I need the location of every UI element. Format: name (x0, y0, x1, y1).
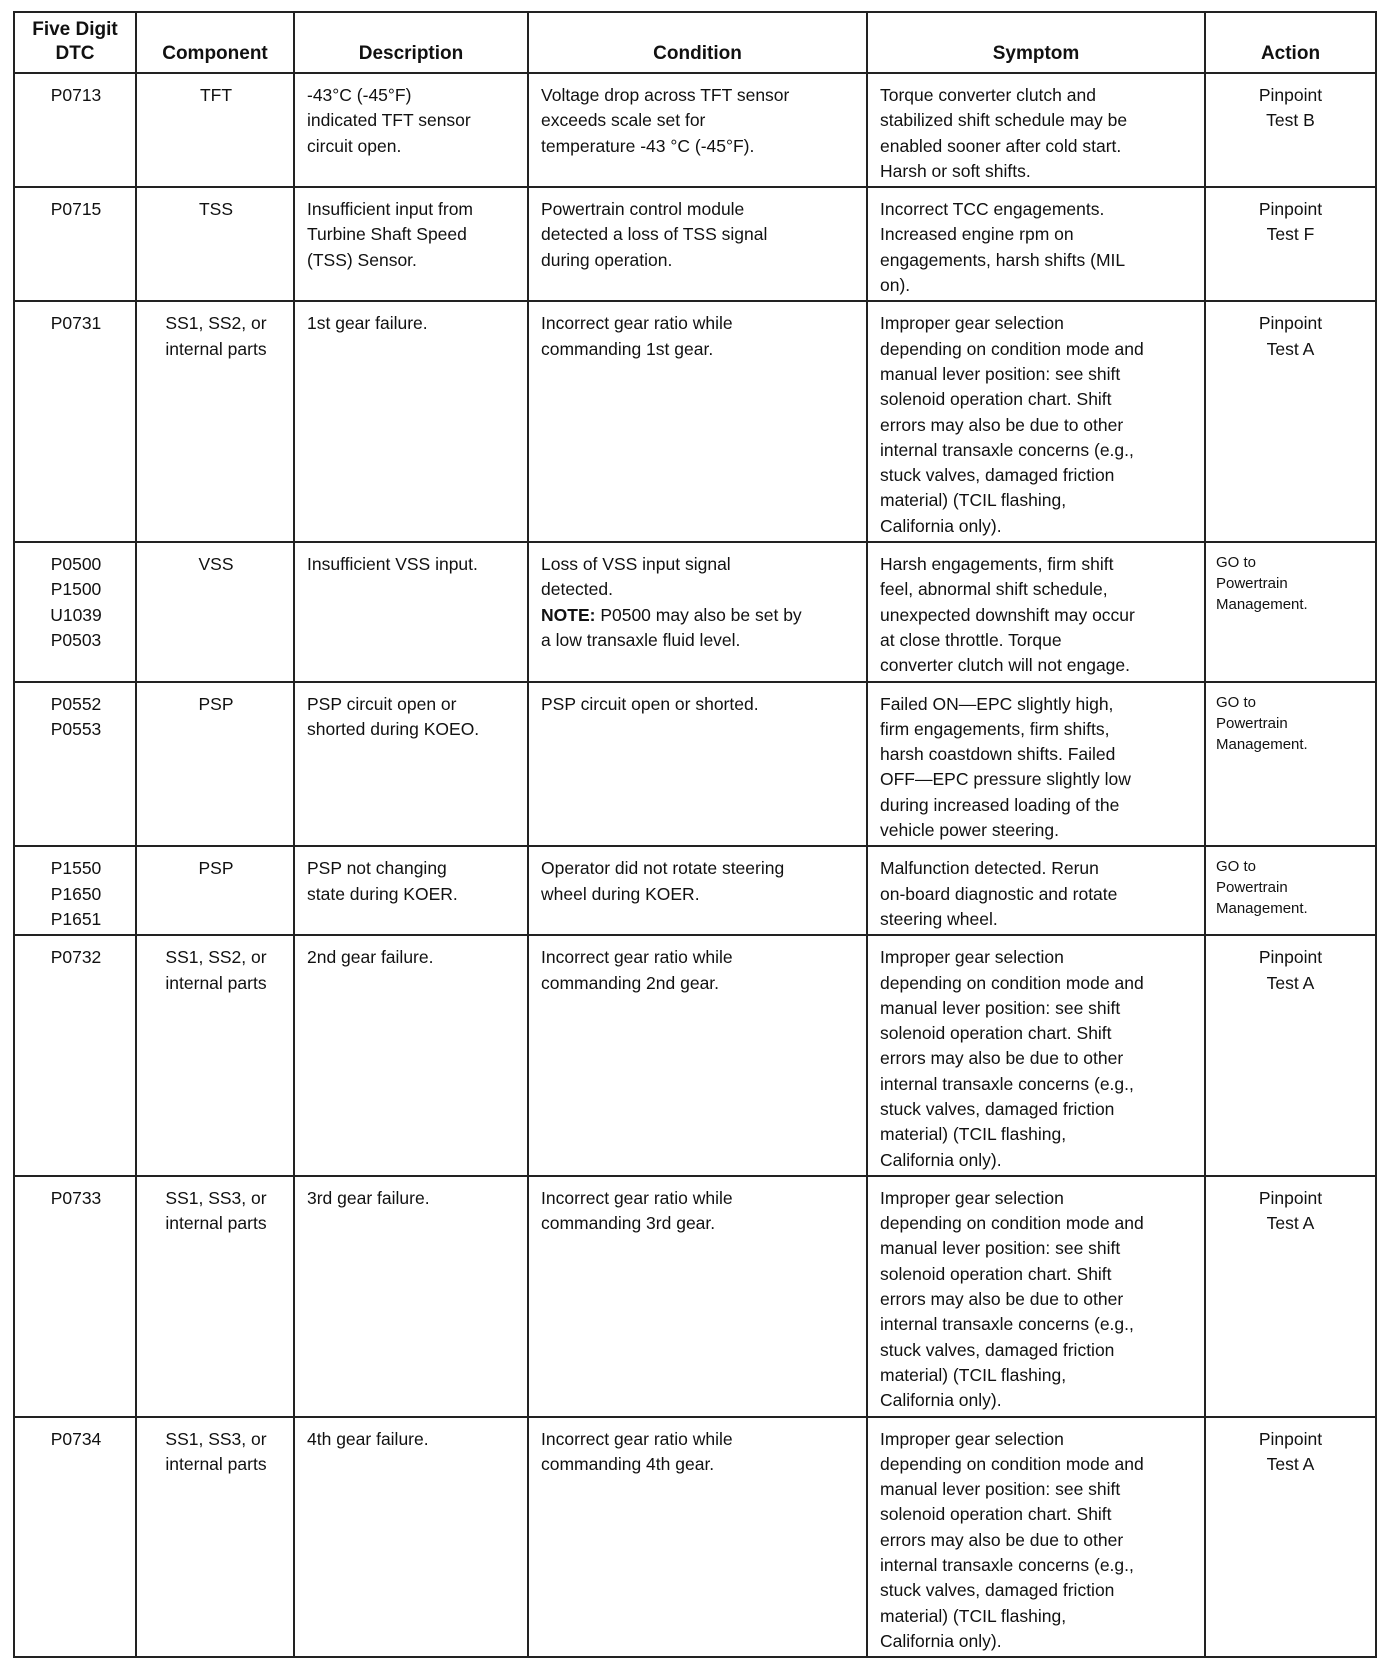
component-cell-line: internal parts (165, 338, 267, 359)
symptom-cell-line: manual lever position: see shift (880, 363, 1121, 384)
symptom-cell-line: material) (TCIL flashing, (880, 1124, 1067, 1145)
action-cell-line: Powertrain (1216, 879, 1288, 897)
symptom-cell (867, 187, 1205, 301)
symptom-cell-line: manual lever position: see shift (880, 997, 1121, 1018)
description-cell-line: (TSS) Sensor. (307, 249, 417, 270)
header-description: Description (294, 12, 528, 73)
component-cell (136, 1417, 294, 1658)
description-cell-line: Insufficient input from (307, 199, 474, 220)
symptom-cell-line: depending on condition mode and (880, 338, 1144, 359)
description-cell (294, 187, 528, 301)
dtc-cell-line: P0715 (50, 199, 102, 220)
component-cell (136, 935, 294, 1176)
dtc-cell-line: P0713 (50, 85, 102, 105)
header-dtc (14, 12, 136, 73)
description-cell (294, 682, 528, 847)
condition-cell-line: Operator did not rotate steering (541, 858, 785, 879)
action-cell (1205, 935, 1376, 1176)
table-row (14, 542, 1376, 681)
symptom-cell-line: internal transaxle concerns (e.g., (880, 439, 1134, 460)
action-cell-line: Pinpoint (1258, 313, 1323, 334)
action-cell-line: Test A (1266, 972, 1315, 993)
symptom-cell-line: errors may also be due to other (880, 1048, 1124, 1069)
dtc-cell (14, 846, 136, 935)
component-cell-line: internal parts (165, 972, 267, 993)
condition-cell-line: commanding 4th gear. (541, 1453, 715, 1474)
symptom-cell-line: Increased engine rpm on (880, 224, 1074, 245)
table-row (14, 682, 1376, 847)
condition-cell-line: commanding 3rd gear. (541, 1213, 716, 1234)
action-cell-line: Powertrain (1216, 714, 1288, 732)
symptom-cell-line: Torque converter clutch and (880, 85, 1096, 105)
action-cell-line: Management. (1216, 900, 1308, 918)
description-cell-line: shorted during KOEO. (307, 718, 480, 739)
symptom-cell-line: unexpected downshift may occur (880, 604, 1135, 625)
symptom-cell-line: Malfunction detected. Rerun (880, 858, 1099, 879)
action-cell-line: Test A (1266, 338, 1315, 359)
header-dtc-line1: Five Digit (32, 19, 118, 40)
action-cell-line: Pinpoint (1258, 85, 1323, 105)
dtc-cell (14, 682, 136, 847)
dtc-cell (14, 935, 136, 1176)
condition-cell (528, 1417, 867, 1658)
description-cell (294, 935, 528, 1176)
symptom-cell-line: solenoid operation chart. Shift (880, 1504, 1112, 1525)
dtc-cell-line: P0733 (50, 1187, 102, 1208)
table-row (14, 846, 1376, 935)
component-cell-line: PSP (198, 693, 234, 714)
condition-note-line: a low transaxle fluid level. (541, 629, 741, 650)
symptom-cell-line: stuck valves, damaged friction (880, 1098, 1115, 1119)
description-cell (294, 846, 528, 935)
description-cell-line: -43°C (-45°F) (307, 85, 412, 105)
note-label: NOTE: (541, 604, 596, 625)
component-cell-line: SS1, SS3, or (165, 1187, 267, 1208)
component-cell (136, 542, 294, 681)
component-cell-line: VSS (198, 554, 234, 575)
symptom-cell-line: vehicle power steering. (880, 820, 1059, 841)
action-cell (1205, 301, 1376, 542)
action-cell (1205, 846, 1376, 935)
description-cell (294, 301, 528, 542)
condition-cell-line: commanding 2nd gear. (541, 972, 720, 993)
action-cell-line: GO to (1216, 858, 1257, 876)
symptom-cell-line: internal transaxle concerns (e.g., (880, 1314, 1134, 1335)
table-row (14, 1176, 1376, 1417)
symptom-cell-line: solenoid operation chart. Shift (880, 1263, 1112, 1284)
action-cell-line: Pinpoint (1258, 199, 1323, 220)
symptom-cell-line: manual lever position: see shift (880, 1238, 1121, 1259)
description-cell-line: Turbine Shaft Speed (307, 224, 467, 245)
dtc-cell (14, 1417, 136, 1658)
description-cell-line: 3rd gear failure. (307, 1187, 430, 1208)
symptom-cell-line: Improper gear selection (880, 1428, 1064, 1449)
symptom-cell-line: Improper gear selection (880, 947, 1064, 968)
symptom-cell-line: stuck valves, damaged friction (880, 465, 1115, 486)
symptom-cell-line: depending on condition mode and (880, 1213, 1144, 1234)
symptom-cell (867, 846, 1205, 935)
description-cell-line: circuit open. (307, 135, 402, 156)
dtc-cell-line: P0731 (50, 313, 102, 334)
symptom-cell-line: on). (880, 275, 911, 296)
action-cell (1205, 682, 1376, 847)
description-cell-line: 2nd gear failure. (307, 947, 434, 968)
component-cell-line: internal parts (165, 1453, 267, 1474)
component-cell-line: SS1, SS2, or (165, 313, 267, 334)
dtc-cell (14, 301, 136, 542)
symptom-cell-line: converter clutch will not engage. (880, 655, 1130, 676)
condition-cell-line: Powertrain control module (541, 199, 745, 220)
symptom-cell-line: errors may also be due to other (880, 414, 1124, 435)
symptom-cell-line: Harsh or soft shifts. (880, 160, 1031, 181)
symptom-cell (867, 1176, 1205, 1417)
symptom-cell-line: errors may also be due to other (880, 1289, 1124, 1310)
symptom-cell-line: Improper gear selection (880, 1187, 1064, 1208)
dtc-cell-line: P0732 (50, 947, 102, 968)
symptom-cell-line: California only). (880, 1149, 1002, 1170)
component-cell (136, 846, 294, 935)
symptom-cell-line: California only). (880, 1630, 1002, 1651)
action-cell-line: GO to (1216, 554, 1257, 572)
table-row (14, 935, 1376, 1176)
dtc-cell-line: P0503 (50, 629, 102, 650)
condition-cell-line: wheel during KOER. (541, 883, 700, 904)
component-cell-line: internal parts (165, 1213, 267, 1234)
condition-note (541, 603, 856, 628)
dtc-cell (14, 1176, 136, 1417)
dtc-cell-line: P1650 (50, 883, 102, 904)
action-cell-line: GO to (1216, 693, 1257, 711)
condition-cell (528, 1176, 867, 1417)
condition-cell-line: Incorrect gear ratio while (541, 1187, 733, 1208)
condition-cell (528, 542, 867, 681)
symptom-cell-line: manual lever position: see shift (880, 1479, 1121, 1500)
condition-cell-line: commanding 1st gear. (541, 338, 714, 359)
symptom-cell-line: at close throttle. Torque (880, 629, 1062, 650)
dtc-cell-line: P0553 (50, 718, 102, 739)
description-cell (294, 542, 528, 681)
symptom-cell-line: steering wheel. (880, 908, 998, 929)
header-condition: Condition (528, 12, 867, 73)
dtc-cell-line: P1500 (50, 579, 102, 600)
action-cell-line: Pinpoint (1258, 1187, 1323, 1208)
description-cell-line: PSP circuit open or (307, 693, 457, 714)
component-cell (136, 301, 294, 542)
header-component: Component (136, 12, 294, 73)
condition-cell-line: Incorrect gear ratio while (541, 313, 733, 334)
symptom-cell (867, 73, 1205, 187)
description-cell (294, 73, 528, 187)
symptom-cell-line: firm engagements, firm shifts, (880, 718, 1110, 739)
action-cell-line: Test B (1266, 110, 1315, 131)
condition-cell-line: detected a loss of TSS signal (541, 224, 768, 245)
symptom-cell-line: depending on condition mode and (880, 972, 1144, 993)
component-cell-line: SS1, SS3, or (165, 1428, 267, 1449)
component-cell-line: PSP (198, 858, 234, 879)
condition-cell-line: Voltage drop across TFT sensor (541, 85, 790, 105)
action-cell-line: Pinpoint (1258, 1428, 1323, 1449)
action-cell-line: Test A (1266, 1213, 1315, 1234)
action-cell (1205, 73, 1376, 187)
dtc-cell-line: P0500 (50, 554, 102, 575)
symptom-cell-line: Harsh engagements, firm shift (880, 554, 1114, 575)
condition-cell (528, 846, 867, 935)
description-cell-line: 4th gear failure. (307, 1428, 429, 1449)
description-cell-line: Insufficient VSS input. (307, 554, 478, 575)
symptom-cell-line: stuck valves, damaged friction (880, 1580, 1115, 1601)
description-cell-line: 1st gear failure. (307, 313, 428, 334)
action-cell-line: Powertrain (1216, 575, 1288, 593)
dtc-cell-line: P0552 (50, 693, 102, 714)
symptom-cell-line: Improper gear selection (880, 313, 1064, 334)
action-cell-line: Management. (1216, 735, 1308, 753)
condition-cell (528, 187, 867, 301)
action-cell (1205, 1176, 1376, 1417)
condition-cell (528, 73, 867, 187)
symptom-cell-line: during increased loading of the (880, 794, 1120, 815)
table-row (14, 301, 1376, 542)
symptom-cell-line: stabilized shift schedule may be (880, 110, 1128, 131)
condition-cell-line: during operation. (541, 249, 673, 270)
component-cell (136, 1176, 294, 1417)
description-cell (294, 1417, 528, 1658)
dtc-table (13, 11, 1377, 1658)
action-cell (1205, 1417, 1376, 1658)
header-row (14, 12, 1376, 73)
symptom-cell-line: feel, abnormal shift schedule, (880, 579, 1108, 600)
symptom-cell-line: solenoid operation chart. Shift (880, 389, 1112, 410)
condition-cell (528, 935, 867, 1176)
action-cell-line: Test A (1266, 1453, 1315, 1474)
table-row (14, 1417, 1376, 1658)
description-cell-line: PSP not changing (307, 858, 447, 879)
dtc-cell-line: U1039 (50, 604, 102, 625)
component-cell (136, 73, 294, 187)
condition-cell (528, 682, 867, 847)
header-dtc-line2: DTC (55, 43, 95, 64)
symptom-cell-line: stuck valves, damaged friction (880, 1339, 1115, 1360)
description-cell-line: state during KOER. (307, 883, 458, 904)
dtc-cell (14, 542, 136, 681)
description-cell-line: indicated TFT sensor (307, 110, 471, 131)
symptom-cell-line: California only). (880, 1390, 1002, 1411)
symptom-cell-line: material) (TCIL flashing, (880, 1364, 1067, 1385)
table-row (14, 187, 1376, 301)
condition-cell-line: detected. (541, 579, 613, 600)
symptom-cell (867, 301, 1205, 542)
symptom-cell-line: solenoid operation chart. Shift (880, 1023, 1112, 1044)
table-row (14, 73, 1376, 187)
header-symptom: Symptom (867, 12, 1205, 73)
dtc-cell (14, 73, 136, 187)
symptom-cell-line: Incorrect TCC engagements. (880, 199, 1105, 220)
condition-cell (528, 301, 867, 542)
component-cell (136, 682, 294, 847)
symptom-cell (867, 935, 1205, 1176)
component-cell-line: TSS (198, 199, 234, 220)
symptom-cell-line: on-board diagnostic and rotate (880, 883, 1118, 904)
condition-cell-line: temperature -43 °C (-45°F). (541, 135, 755, 156)
action-cell (1205, 187, 1376, 301)
symptom-cell (867, 1417, 1205, 1658)
condition-cell-line: Incorrect gear ratio while (541, 947, 733, 968)
note-text: P0500 may also be set by (595, 604, 802, 625)
action-cell-line: Test F (1266, 224, 1315, 245)
action-cell (1205, 542, 1376, 681)
symptom-cell-line: material) (TCIL flashing, (880, 490, 1067, 511)
symptom-cell-line: harsh coastdown shifts. Failed (880, 744, 1116, 765)
symptom-cell-line: engagements, harsh shifts (MIL (880, 249, 1126, 270)
header-action: Action (1205, 12, 1376, 73)
action-cell-line: Management. (1216, 596, 1308, 614)
component-cell-line: SS1, SS2, or (165, 947, 267, 968)
symptom-cell-line: internal transaxle concerns (e.g., (880, 1073, 1134, 1094)
condition-cell-line: exceeds scale set for (541, 110, 706, 131)
symptom-cell (867, 682, 1205, 847)
dtc-cell (14, 187, 136, 301)
component-cell-line: TFT (199, 85, 233, 105)
description-cell (294, 1176, 528, 1417)
condition-cell-line: PSP circuit open or shorted. (541, 693, 759, 714)
symptom-cell-line: depending on condition mode and (880, 1453, 1144, 1474)
symptom-cell-line: OFF—EPC pressure slightly low (880, 769, 1131, 790)
symptom-cell-line: internal transaxle concerns (e.g., (880, 1555, 1134, 1576)
condition-cell-line: Loss of VSS input signal (541, 554, 731, 575)
symptom-cell-line: material) (TCIL flashing, (880, 1605, 1067, 1626)
dtc-cell-line: P0734 (50, 1428, 102, 1449)
symptom-cell (867, 542, 1205, 681)
condition-cell-line: Incorrect gear ratio while (541, 1428, 733, 1449)
action-cell-line: Pinpoint (1258, 947, 1323, 968)
symptom-cell-line: Failed ON—EPC slightly high, (880, 693, 1114, 714)
symptom-cell-line: California only). (880, 515, 1002, 536)
symptom-cell-line: errors may also be due to other (880, 1529, 1124, 1550)
dtc-cell-line: P1550 (50, 858, 102, 879)
component-cell (136, 187, 294, 301)
dtc-cell-line: P1651 (50, 908, 102, 929)
symptom-cell-line: enabled sooner after cold start. (880, 135, 1122, 156)
table-body (14, 73, 1376, 1657)
